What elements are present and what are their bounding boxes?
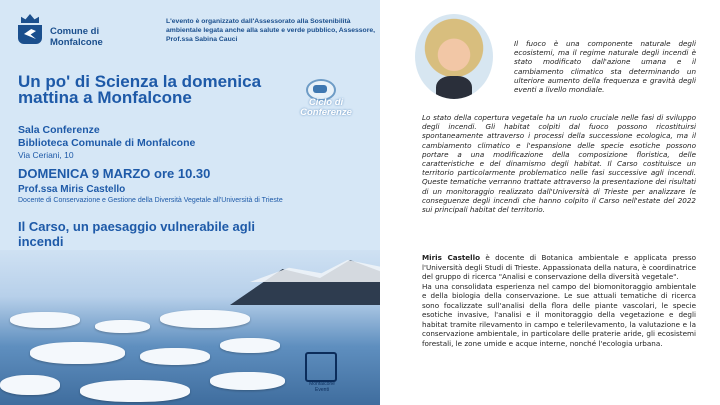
speaker-role: Docente di Conservazione e Gestione della Diversità Vegetale all'Università di Trieste bbox=[18, 197, 283, 204]
abstract-paragraph-1: Il fuoco è una componente naturale degli ecosistemi, ma il regime naturale degli incendi è stato modificato dall'azione umana e il cambiamento climatico sta determinando un ulteriore aumento della frequenza e gravità degli eventi a livello mondiale. bbox=[514, 39, 696, 95]
abstract-paragraph-2: Lo stato della copertura vegetale ha un ruolo cruciale nelle fasi di sviluppo degli incendi. Gli habitat colpiti dal fuoco possono ricostituirsi spontaneamente attraverso i processi della successione ecologica, ma il cambiamento climatico e l'espansione delle specie esotiche possono portare a una modificazione della composizione floristica, delle caratteristiche e del dinamismo degli habitat. Il Carso costituisce un territorio particolarmente problematico nelle fasi successive agli incendi. Queste tematiche verranno trattate attraverso la presentazione dei risultati di un monitoraggio realizzato dall'Università di Trieste per analizzare le conseguenze degli incendi che hanno colpito il Carso nell'estate del 2022 sui principali habitat del territorio. bbox=[422, 113, 696, 215]
organizer-note: L'evento è organizzato dall'Assessorato alla Sostenibilità ambientale legata anche alla salute e verde pubblico, Assessore, Prof.ssa Sabina Cauci bbox=[166, 18, 376, 43]
conference-cycle-label: Ciclo di Conferenze bbox=[300, 97, 352, 118]
event-date: DOMENICA 9 MARZO ore 10.30 bbox=[18, 166, 211, 181]
event-title: Un po' di Scienza la domenica mattina a Monfalcone bbox=[18, 72, 262, 107]
bio-text-1: è docente di Botanica ambientale e applicata presso l'Università degli Studi di Trieste. Appassionata della natura, è coordinatrice del gruppo di ricerca "Analisi e conservazione della diversità vegetale". bbox=[422, 253, 697, 281]
speaker-name: Prof.ssa Miris Castello bbox=[18, 184, 126, 195]
bio-name: Miris Castello bbox=[422, 253, 481, 262]
monfalcone-coat-of-arms-icon bbox=[18, 14, 42, 44]
speaker-bio bbox=[422, 253, 696, 348]
speaker-portrait bbox=[415, 14, 493, 99]
venue bbox=[18, 124, 195, 150]
venue-library: Biblioteca Comunale di Monfalcone bbox=[18, 137, 196, 149]
monfalcone-eventi-logo-icon bbox=[305, 352, 337, 382]
venue-room: Sala Conferenze bbox=[18, 124, 100, 136]
venue-address: Via Ceriani, 10 bbox=[18, 150, 74, 160]
comune-name: Comune di Monfalcone bbox=[50, 26, 103, 48]
abstract-panel bbox=[380, 0, 720, 405]
brand-label: Monfalcone Eventi bbox=[309, 381, 335, 393]
bio-text-2: Ha una consolidata esperienza nel campo del biomonitoraggio ambientale e della biologia della conservazione. Le sue attuali tematiche di ricerca sono focalizzate sull'analisi della flora delle piante vascolari, le specie esotiche invasive, l'analisi e il monitoraggio della vegetazione e degli habitat tramite rilevamento in campo e telerilevamento, la valutazione e la conservazione ambientale, in particolare delle praterie aride, gli ecosistemi forestali, le zone umide e acque interne, nonché l'ecologia urbana. bbox=[422, 281, 696, 348]
talk-title: Il Carso, un paesaggio vulnerabile agli incendi bbox=[18, 219, 255, 249]
